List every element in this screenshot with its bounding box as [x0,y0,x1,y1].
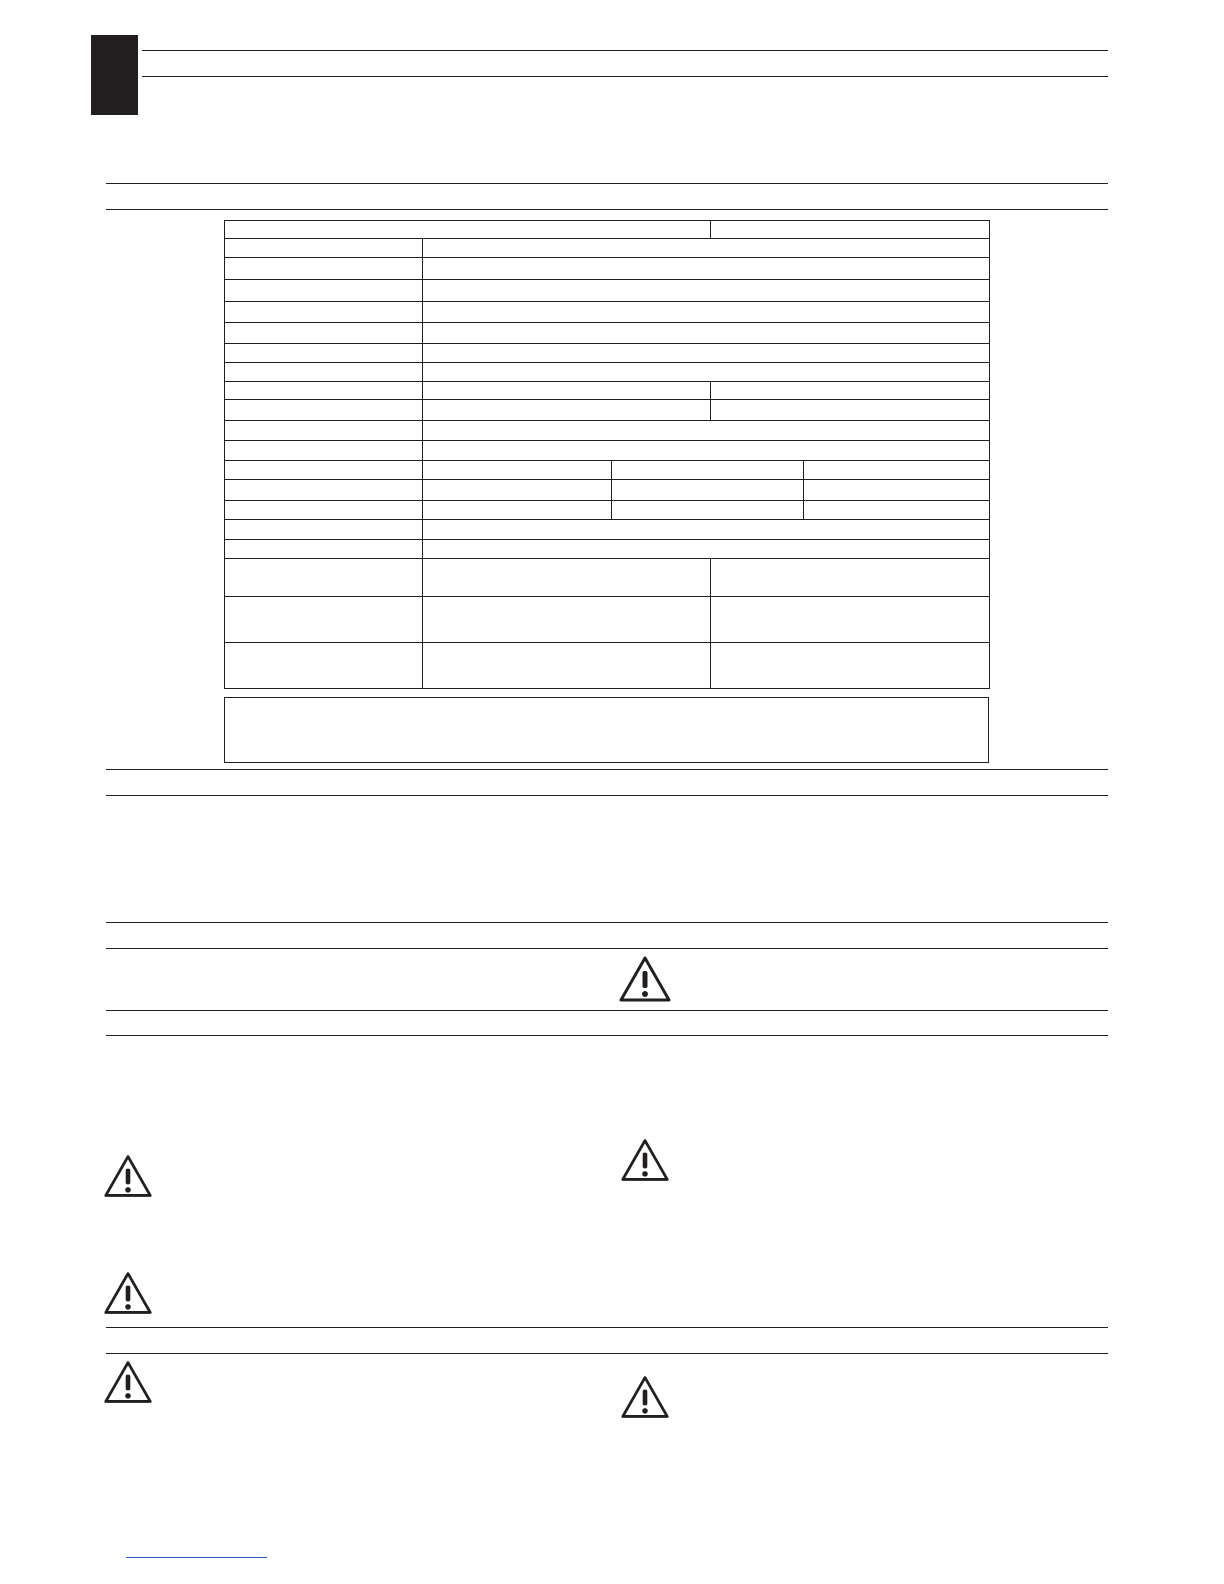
table-row [225,302,990,323]
table-cell [711,559,990,597]
table-cell [225,421,423,441]
table-cell [423,461,612,480]
table-row [225,382,990,400]
table-cell [423,344,990,363]
section-rule [106,1327,1108,1328]
table-row [225,501,990,520]
table-cell [423,400,711,421]
specification-table [224,220,990,689]
warning-icon [103,1153,153,1199]
table-cell [225,323,423,344]
table-cell [612,461,804,480]
table-cell [423,480,612,501]
table-cell [225,344,423,363]
table-cell [423,363,990,382]
table-row [225,400,990,421]
section-rule [106,948,1108,949]
table-row [225,421,990,441]
table-row [225,559,990,597]
table-cell [423,540,990,559]
section-rule [106,922,1108,923]
table-row [225,441,990,461]
table-row [225,344,990,363]
table-row [225,221,990,239]
table-cell [225,501,423,520]
table-cell [711,400,990,421]
table-cell [225,540,423,559]
warning-icon [620,1137,670,1183]
table-cell [804,501,990,520]
table-cell [225,400,423,421]
table-cell [423,280,990,302]
table-row [225,480,990,501]
header-rule-bottom [142,76,1108,77]
table-row [225,520,990,540]
table-cell [423,501,612,520]
section-rule [106,769,1108,770]
table-cell [423,520,990,540]
table-cell [225,239,423,258]
table-cell [711,382,990,400]
table-cell [423,302,990,323]
table-row [225,239,990,258]
table-cell [711,643,990,689]
table-cell [423,421,990,441]
table-cell [711,221,990,239]
table-cell [804,461,990,480]
table-cell [423,323,990,344]
table-row [225,363,990,382]
table-row [225,540,990,559]
section-rule [106,183,1108,184]
table-cell [612,501,804,520]
table-cell [225,280,423,302]
section-rule [106,1353,1108,1354]
table-row [225,597,990,643]
header-rule-top [142,50,1108,51]
table-cell [225,258,423,280]
table-cell [423,441,990,461]
table-cell [225,363,423,382]
table-cell [225,480,423,501]
table-row [225,643,990,689]
table-cell [423,239,990,258]
warning-icon [620,1374,670,1420]
table-cell [423,559,711,597]
warning-icon [618,955,672,1003]
table-row [225,258,990,280]
table-row [225,323,990,344]
table-cell [225,302,423,323]
section-rule [106,795,1108,796]
table-cell [423,643,711,689]
table-cell [225,520,423,540]
warning-icon [103,1359,153,1405]
table-row [225,280,990,302]
table-cell [225,643,423,689]
table-cell [423,382,711,400]
section-rule [106,209,1108,210]
table-cell [423,597,711,643]
table-cell [225,382,423,400]
note-box [224,697,989,763]
table-cell [423,258,990,280]
footer-link[interactable] [126,1557,267,1558]
section-rule [106,1035,1108,1036]
table-cell [225,221,711,239]
table-cell [225,559,423,597]
table-cell [612,480,804,501]
table-row [225,461,990,480]
section-rule [106,1010,1108,1011]
table-cell [711,597,990,643]
chapter-tab [91,35,138,115]
table-cell [225,597,423,643]
table-cell [225,441,423,461]
table-cell [225,461,423,480]
warning-icon [103,1270,153,1316]
table-cell [804,480,990,501]
